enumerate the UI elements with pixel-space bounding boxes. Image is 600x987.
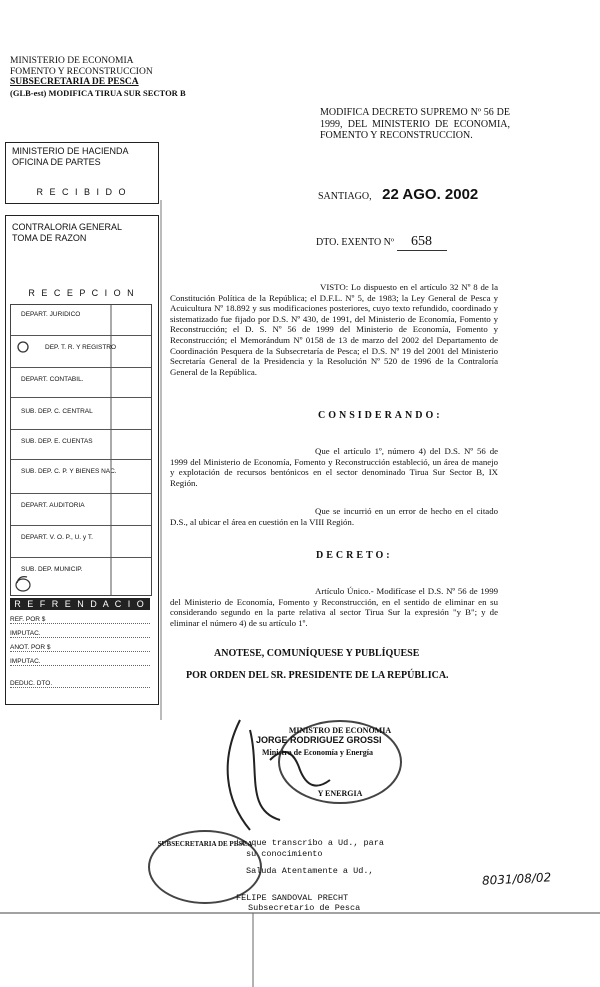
- grid-row: DEPART. CONTABIL.: [11, 367, 151, 397]
- city-label: SANTIAGO,: [318, 191, 372, 202]
- grid-row: DEPART. JURIDICO: [21, 311, 81, 318]
- stamp-top-text: MINISTRO DE ECONOMIA: [288, 726, 392, 735]
- grid-row: SUB. DEP. MUNICIP.: [11, 557, 151, 595]
- hacienda-line-2: OFICINA DE PARTES: [12, 157, 101, 167]
- grid-row: DEPART. V. O. P., U. y T.: [11, 525, 151, 557]
- header-line-4: (GLB-est) MODIFICA TIRUA SUR SECTOR B: [10, 87, 186, 98]
- minister-title: Ministro de Economía y Energía: [262, 748, 373, 757]
- contraloria-box: [5, 215, 159, 705]
- place-date: [318, 186, 478, 203]
- minister-stamp: [278, 720, 402, 804]
- transcribe-block: [236, 838, 384, 877]
- transcribe-line-1: Lo que transcribo a Ud., para: [236, 838, 384, 848]
- header-line-1: MINISTERIO DE ECONOMIA: [10, 56, 134, 66]
- dto-label: DTO. EXENTO Nº: [316, 237, 395, 248]
- grid-row: DEPART. AUDITORIA: [11, 493, 151, 525]
- grid-marks: [11, 305, 151, 595]
- recepcion-label: R E C E P C I O N: [28, 288, 136, 298]
- header-line-2: FOMENTO Y RECONSTRUCCION: [10, 66, 153, 77]
- por-orden-line: POR ORDEN DEL SR. PRESIDENTE DE LA REPÚBLICA.: [186, 670, 449, 681]
- decree-subject: MODIFICA DECRETO SUPREMO Nº 56 DE 1999, DEL MINISTERIO DE ECONOMIA, FOMENTO Y RECONSTRUCCION.: [320, 107, 510, 141]
- ref-row: IMPUTAC.: [10, 658, 150, 666]
- transcribe-line-3: Saluda Atentamente a Ud.,: [246, 866, 374, 876]
- considerando-title: CONSIDERANDO:: [318, 410, 443, 421]
- transcribe-line-2: su conocimiento: [246, 849, 323, 859]
- stamp-bottom-text: Y ENERGIA: [317, 789, 363, 798]
- dto-exento: [316, 234, 447, 251]
- page-edge: [0, 905, 600, 987]
- stamp-left-text: SUBSECRETARIA DE PESCA: [157, 840, 253, 848]
- ref-row: ANOT. POR $: [10, 644, 150, 652]
- margin-line: [158, 200, 164, 720]
- decreto-body: Artículo Único.- Modifícase el D.S. Nº 56 de 1999 del Ministerio de Economía, Fomento y Reconstrucción, en el sentido de eliminar en su considerando segundo en la parte relativa al sector Tirua Sur la expresión "y B"; y de eliminar el número 4) de su artículo 1º.: [170, 586, 498, 628]
- considerando-2: Que se incurrió en un error de hecho en el citado D.S., al ubicar el área en cuestión en la VIII Región.: [170, 506, 498, 527]
- visto-paragraph: VISTO: Lo dispuesto en el artículo 32 Nº 8 de la Constitución Política de la República; el D.F.L. Nº 5, de 1983; la Ley General de Pesca y Acuicultura Nº 18.892 y sus modificaciones posteriores, cuyo texto refundido, coordinado y sistematizado fue fijado por D.S. Nº 430, de 1991, del Ministerio de Economía, Fomento y Reconstrucción; el D. S. Nº 56 de 1999 del Ministerio de Economía, Fomento y Reconstrucción; el Memorándum Nº 0158 de 13 de marzo del 2002 del Departamento de Coordinación Pesquera de la Subsecretaría de Pesca; el D.S. Nº 19 del 2001 del Ministerio Secretaría General de la Presidencia y la Resolución Nº 520 de 1996 de la Contraloría General de la República.: [170, 282, 498, 377]
- ref-row: IMPUTAC.: [10, 630, 150, 638]
- received-label: R E C I B I D O: [36, 187, 128, 197]
- ref-row: REF. POR $: [10, 616, 150, 624]
- handwritten-reference: 8031/08/02: [481, 870, 552, 888]
- grid-row: DEP. T. R. Y REGISTRO: [11, 335, 151, 367]
- hacienda-stamp-box: [5, 142, 159, 204]
- grid-row: SUB. DEP. C. CENTRAL: [11, 397, 151, 429]
- date-stamp: 22 AGO. 2002: [382, 186, 479, 203]
- refrendacion-label: R E F R E N D A C I O N: [10, 598, 150, 610]
- dto-number: 658: [397, 234, 447, 251]
- subsecretario-title: Subsecretario de Pesca: [248, 903, 361, 913]
- grid-row: SUB. DEP. C. P. Y BIENES NAC.: [11, 459, 151, 493]
- header-line-3: SUBSECRETARIA DE PESCA: [10, 77, 139, 87]
- ref-row: DEDUC. DTO.: [10, 680, 150, 688]
- minister-name: JORGE RODRIGUEZ GROSSI: [256, 735, 382, 745]
- anotese-line: ANOTESE, COMUNÍQUESE Y PUBLÍQUESE: [214, 648, 420, 659]
- hacienda-line-1: MINISTERIO DE HACIENDA: [12, 146, 129, 156]
- grid-row: SUB. DEP. E. CUENTAS: [11, 429, 151, 459]
- reception-grid: [10, 304, 152, 596]
- subsecretario-name: FELIPE SANDOVAL PRECHT: [236, 893, 349, 903]
- decreto-title: DECRETO:: [316, 550, 393, 561]
- contraloria-line-2: TOMA DE RAZON: [12, 233, 87, 243]
- contraloria-line-1: CONTRALORIA GENERAL: [12, 222, 123, 232]
- ministry-header: [10, 56, 200, 98]
- considerando-1: Que el artículo 1º, número 4) del D.S. Nº 56 de 1999 del Ministerio de Economía, Fomento y Reconstrucción estableció, un área de manejo y explotación de recursos bentónicos en el sector denominado Tirua Sur Sector B, IX Región.: [170, 446, 498, 488]
